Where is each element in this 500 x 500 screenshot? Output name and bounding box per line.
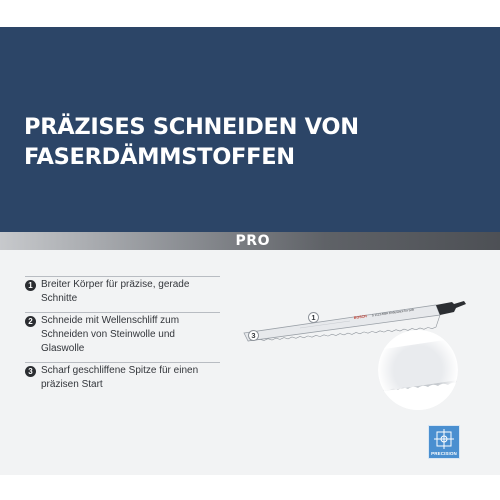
feature-text: Schneide mit Wellenschliff zum Schneiden von Steinwolle und Glaswolle — [41, 315, 180, 354]
precision-crosshair-icon — [429, 428, 459, 452]
callout-3: 3 — [248, 330, 259, 341]
blade-text: S 1113 AWH Endurance for Soft — [371, 307, 415, 318]
list-item — [25, 362, 220, 390]
pro-label: PRO — [235, 233, 270, 249]
page-title — [24, 112, 359, 172]
callout-1: 1 — [308, 312, 319, 323]
headline-line-2: FASERDÄMMSTOFFEN — [24, 144, 295, 170]
brand-text: BOSCH — [353, 314, 367, 320]
precision-badge — [428, 425, 460, 459]
list-item — [25, 276, 220, 304]
precision-label: PRECISION — [431, 451, 457, 456]
feature-text: Breiter Körper für präzise, gerade Schnitte — [41, 279, 190, 304]
list-item — [25, 312, 220, 354]
blade-edge-zoom — [378, 330, 458, 410]
serrated-edge-icon — [378, 330, 458, 410]
feature-number: 2 — [25, 316, 36, 327]
feature-number: 3 — [25, 366, 36, 377]
pro-bar — [0, 232, 500, 250]
headline-line-1: PRÄZISES SCHNEIDEN VON — [24, 114, 359, 140]
feature-number: 1 — [25, 280, 36, 291]
feature-text: Scharf geschliffene Spitze für einen präzisen Start — [41, 365, 199, 390]
